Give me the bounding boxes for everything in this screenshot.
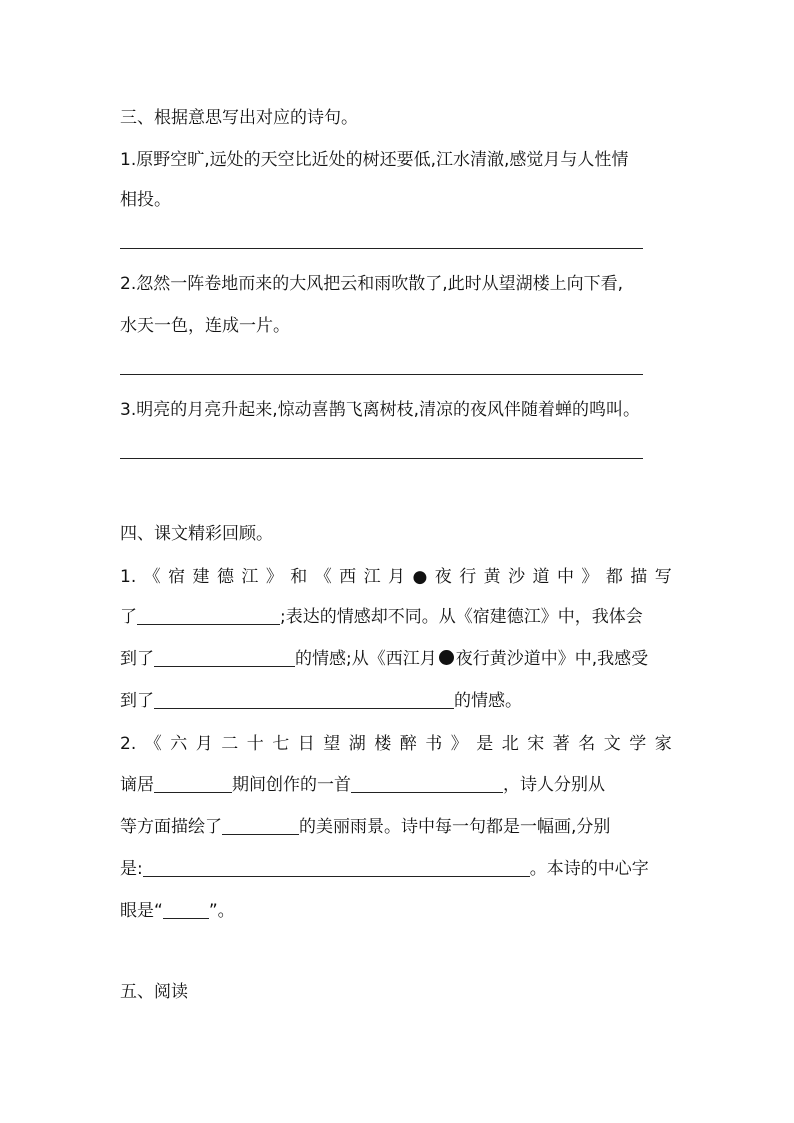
section-3-heading: 三、根据意思写出对应的诗句。: [120, 108, 358, 128]
q4-1-char: 月: [388, 567, 406, 587]
q4-2-char: 家: [654, 734, 672, 754]
q4-1-line3: [120, 647, 648, 671]
q4-1-text: 到了: [120, 691, 154, 711]
q3-2-text: 2.忽然一阵卷地而来的大风把云和雨吹散了,此时从望湖楼上向下看,: [120, 274, 624, 294]
q4-1-char: 沙: [508, 567, 526, 587]
q4-2-text: ”。: [208, 901, 235, 921]
q3-1-text: 1.原野空旷,远处的天空比近处的树还要低,江水清澈,感觉月与人性情: [120, 150, 629, 170]
q4-2-char: 文: [603, 734, 621, 754]
q4-2-text: ，诗人分别从: [503, 775, 605, 795]
q4-1-char: 江: [363, 567, 381, 587]
q4-2-char: 北: [501, 734, 519, 754]
q4-2-char: 著: [552, 734, 570, 754]
q4-1-char: 《: [143, 567, 161, 587]
fill-blank-7[interactable]: [143, 859, 530, 877]
q4-1-char: 德: [216, 567, 234, 587]
q4-1-char: 夜: [434, 567, 452, 587]
q3-1-text-cont: 相投。: [120, 190, 171, 210]
fill-blank-6[interactable]: [222, 817, 299, 835]
q4-1-text: 夜行黄沙道中》中,我感受: [455, 649, 649, 669]
q4-2-text: 期间创作的一首: [232, 775, 351, 795]
q4-1-char: 描: [630, 567, 648, 587]
q4-2-line5: [120, 899, 235, 923]
section-4-heading: 四、课文精彩回顾。: [120, 524, 273, 544]
q4-2-text: 的美丽雨景。诗中每一句都是一幅画,分别: [299, 817, 611, 837]
q4-2-line2: [120, 773, 605, 797]
q4-2-text: 。本诗的中心字: [529, 859, 649, 879]
q4-1-char: ●: [412, 567, 428, 587]
q4-2-char: 二: [221, 734, 239, 754]
q4-1-line2: [120, 605, 643, 629]
q4-1-char: 道: [532, 567, 550, 587]
q4-1-char: 》: [581, 567, 599, 587]
q4-1-char: 建: [192, 567, 210, 587]
q4-2-text: 等方面描绘了: [120, 817, 222, 837]
q4-2-char: 名: [578, 734, 596, 754]
q4-1-char: 宿: [168, 567, 186, 587]
q4-2-line3: [120, 815, 610, 839]
q4-2-char: 十: [246, 734, 264, 754]
q4-1-char: 黄: [483, 567, 501, 587]
q4-2-char: 书: [425, 734, 443, 754]
q4-1-line1: [120, 565, 672, 589]
answer-line-1[interactable]: [120, 248, 643, 249]
q4-1-char: 》: [265, 567, 283, 587]
q3-3-text: 3.明亮的月亮升起来,惊动喜鹊飞离树枝,清凉的夜风伴随着蝉的鸣叫。: [120, 400, 641, 420]
q4-2-line4: [120, 857, 649, 881]
q4-2-char: 学: [629, 734, 647, 754]
q4-2-char: 日: [297, 734, 315, 754]
q4-1-text: 的情感。: [454, 691, 522, 711]
q4-2-char: 宋: [527, 734, 545, 754]
q4-2-char: 是: [476, 734, 494, 754]
q4-2-char: 六: [170, 734, 188, 754]
separator-dot: [439, 650, 454, 665]
q4-2-text: 谪居: [120, 775, 154, 795]
q4-2-char: 月: [195, 734, 213, 754]
q4-1-char: 和: [290, 567, 308, 587]
q3-2-text-cont: 水天一色，连成一片。: [120, 316, 290, 336]
q4-2-char: 七: [272, 734, 290, 754]
fill-blank-4[interactable]: [154, 775, 232, 793]
fill-blank-3[interactable]: [154, 691, 454, 709]
q4-1-line4: [120, 689, 522, 713]
q4-2-char: 2.: [120, 734, 137, 754]
q4-2-char: 望: [323, 734, 341, 754]
q4-2-text: 眼是“: [120, 901, 163, 921]
q4-1-char: 《: [314, 567, 332, 587]
q4-2-char: 楼: [374, 734, 392, 754]
q4-1-char: 中: [556, 567, 574, 587]
q4-1-text: 了: [120, 607, 137, 627]
q4-2-line1: [120, 732, 672, 756]
q4-1-char: 写: [654, 567, 672, 587]
q4-1-char: 1.: [120, 567, 137, 587]
q4-1-char: 江: [241, 567, 259, 587]
section-5-heading: 五、阅读: [120, 982, 188, 1002]
q4-2-char: 醉: [399, 734, 417, 754]
q4-1-char: 行: [459, 567, 477, 587]
fill-blank-5[interactable]: [351, 775, 503, 793]
q4-2-char: 《: [144, 734, 162, 754]
q4-2-char: 湖: [348, 734, 366, 754]
q4-2-char: 》: [450, 734, 468, 754]
q4-1-text: 到了: [120, 649, 154, 669]
fill-blank-8[interactable]: [163, 901, 209, 919]
q4-1-text: 的情感;从《西江月: [295, 649, 437, 669]
fill-blank-2[interactable]: [154, 649, 295, 667]
answer-line-3[interactable]: [120, 458, 643, 459]
fill-blank-1[interactable]: [137, 607, 280, 625]
answer-line-2[interactable]: [120, 374, 643, 375]
q4-1-text: ;表达的情感却不同。从《宿建德江》中，我体会: [280, 607, 643, 627]
q4-2-text: 是:: [120, 859, 143, 879]
q4-1-char: 西: [339, 567, 357, 587]
q4-1-char: 都: [605, 567, 623, 587]
